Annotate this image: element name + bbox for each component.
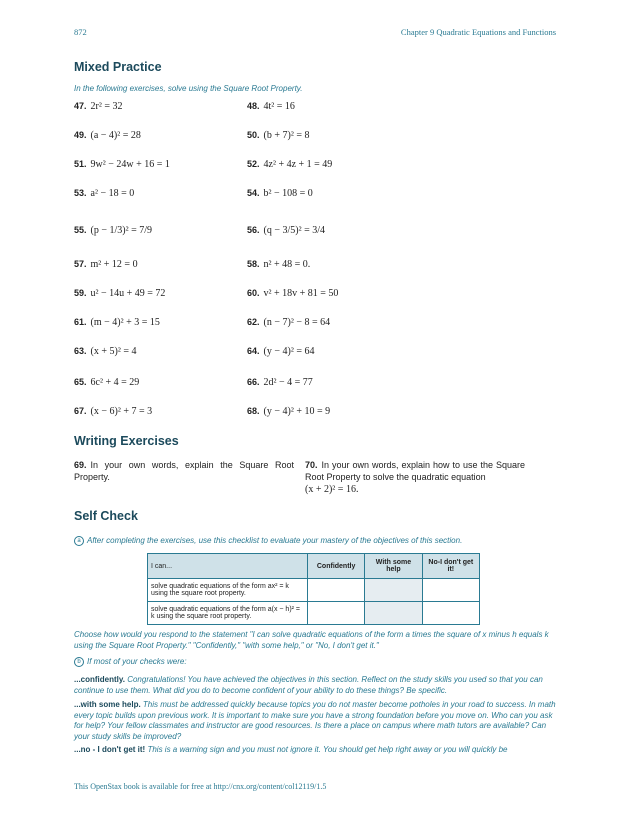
confidently-text: Congratulations! You have achieved the objectives in this section. Reflect on the study skills you used so that you can continue to use them. What did you do to become confident of your ability to do these things? Be specific. (74, 675, 543, 695)
check-no[interactable] (422, 602, 479, 625)
exercise-number: 65. (74, 377, 87, 387)
exercise-equation: (x − 6)² + 7 = 3 (90, 406, 153, 417)
exercise-number: 59. (74, 288, 87, 298)
exercise-text: In your own words, explain how to use the Square Root Property to solve the quadratic equation (305, 460, 525, 482)
marker-a: a (74, 536, 84, 546)
check-no[interactable] (422, 579, 479, 602)
exercise-70 (305, 459, 525, 496)
exercise-64 (247, 345, 314, 358)
check-confidently[interactable] (307, 579, 364, 602)
exercise-69 (74, 459, 294, 483)
exercise-66 (247, 376, 313, 389)
exercise-number: 55. (74, 225, 87, 235)
exercise-55 (74, 224, 152, 237)
exercise-equation: (b + 7)² = 8 (263, 130, 310, 141)
exercise-number: 56. (247, 225, 260, 235)
exercise-number: 57. (74, 259, 87, 269)
exercise-equation: (y − 4)² + 10 = 9 (263, 406, 331, 417)
exercise-equation: (a − 4)² = 28 (90, 130, 141, 141)
exercise-52 (247, 158, 332, 171)
exercise-number: 53. (74, 188, 87, 198)
no-text: This is a warning sign and you must not ignore it. You should get help right away or you will quickly be (147, 745, 508, 754)
marker-b: b (74, 657, 84, 667)
exercise-number: 64. (247, 346, 260, 356)
if-most-text: If most of your checks were: (87, 657, 187, 667)
exercise-number: 60. (247, 288, 260, 298)
exercise-number: 54. (247, 188, 260, 198)
exercise-equation: 2r² = 32 (90, 101, 123, 112)
exercise-number: 63. (74, 346, 87, 356)
exercise-equation: 2d² − 4 = 77 (263, 377, 313, 388)
if-most-line (74, 657, 558, 668)
col-header-confidently: Confidently (307, 554, 364, 579)
exercise-number: 51. (74, 159, 87, 169)
exercise-54 (247, 187, 313, 200)
with-help-paragraph (74, 700, 558, 742)
exercise-63 (74, 345, 136, 358)
exercise-number: 58. (247, 259, 260, 269)
exercise-equation: (m − 4)² + 3 = 15 (90, 317, 160, 328)
exercise-number: 47. (74, 101, 87, 111)
exercise-number: 50. (247, 130, 260, 140)
exercise-equation: 4z² + 4z + 1 = 49 (263, 159, 333, 170)
exercise-equation: u² − 14u + 49 = 72 (90, 288, 166, 299)
self-check-table (147, 553, 480, 625)
writing-exercises-heading: Writing Exercises (74, 434, 179, 448)
exercise-48 (247, 100, 295, 113)
table-row (148, 579, 480, 602)
with-help-text: This must be addressed quickly because topics you do not master become potholes in your road to success. In math every topic builds upon previous work. It is important to make sure you have a strong foundation before you move on. Who can you ask for help? Your fellow classmates and instructor are good resources. Is there a place on campus where math tutors are available? Can your study skills be improved? (74, 700, 556, 741)
exercise-equation: 6c² + 4 = 29 (90, 377, 140, 388)
exercise-50 (247, 129, 309, 142)
check-with-some-help[interactable] (365, 602, 422, 625)
mixed-practice-heading: Mixed Practice (74, 60, 162, 74)
exercise-57 (74, 258, 138, 271)
exercise-equation: v² + 18v + 81 = 50 (263, 288, 339, 299)
table-row (148, 602, 480, 625)
exercise-number: 69. (74, 460, 87, 470)
exercise-number: 62. (247, 317, 260, 327)
exercise-equation: n² + 48 = 0. (263, 259, 311, 270)
exercise-62 (247, 316, 330, 329)
chapter-title: Chapter 9 Quadratic Equations and Functions (400, 27, 556, 37)
exercise-number: 70. (305, 460, 318, 470)
exercise-59 (74, 287, 165, 300)
with-help-label: ...with some help. (74, 700, 141, 709)
exercise-58 (247, 258, 310, 271)
exercise-number: 52. (247, 159, 260, 169)
exercise-text: In your own words, explain the Square Root Property. (74, 460, 294, 482)
col-header-with-some-help: With some help (365, 554, 422, 579)
exercise-49 (74, 129, 141, 142)
exercise-equation: 9w² − 24w + 16 = 1 (90, 159, 170, 170)
exercise-65 (74, 376, 139, 389)
objective-cell: solve quadratic equations of the form a(x − h)² = k using the square root property. (148, 602, 308, 625)
exercise-number: 67. (74, 406, 87, 416)
col-header-i-can: I can... (148, 554, 308, 579)
exercise-47 (74, 100, 122, 113)
exercise-56 (247, 224, 325, 237)
exercise-number: 48. (247, 101, 260, 111)
no-label: ...no - I don't get it! (74, 745, 146, 754)
footer: This OpenStax book is available for free at http://cnx.org/content/col12119/1.5 (74, 782, 327, 791)
self-check-heading: Self Check (74, 509, 138, 523)
objective-cell: solve quadratic equations of the form ax² = k using the square root property. (148, 579, 308, 602)
exercise-equation: (q − 3/5)² = 3/4 (263, 225, 326, 236)
exercise-number: 66. (247, 377, 260, 387)
confidently-paragraph (74, 675, 558, 696)
check-confidently[interactable] (307, 602, 364, 625)
choose-statement: Choose how would you respond to the statement "I can solve quadratic equations of the form a times the square of x minus h equals k using the Square Root Property." "Confidently," "with some help," or "No, I don't get it." (74, 630, 549, 650)
exercise-equation: b² − 108 = 0 (263, 188, 313, 199)
mixed-practice-instruction: In the following exercises, solve using the Square Root Property. (74, 84, 303, 93)
exercise-number: 49. (74, 130, 87, 140)
self-check-intro (74, 536, 462, 546)
confidently-label: ...confidently. (74, 675, 125, 684)
page-number: 872 (74, 27, 87, 37)
exercise-number: 68. (247, 406, 260, 416)
exercise-equation: (x + 2)² = 16. (305, 484, 359, 495)
exercise-equation: (n − 7)² − 8 = 64 (263, 317, 331, 328)
exercise-equation: (p − 1/3)² = 7/9 (90, 225, 153, 236)
exercise-67 (74, 405, 152, 418)
exercise-equation: m² + 12 = 0 (90, 259, 138, 270)
exercise-61 (74, 316, 160, 329)
exercise-68 (247, 405, 330, 418)
exercise-equation: a² − 18 = 0 (90, 188, 135, 199)
exercise-53 (74, 187, 134, 200)
exercise-number: 61. (74, 317, 87, 327)
col-header-no: No-I don't get it! (422, 554, 479, 579)
intro-text: After completing the exercises, use this checklist to evaluate your mastery of the objectives of this section. (87, 536, 463, 546)
exercise-60 (247, 287, 338, 300)
exercise-equation: (x + 5)² = 4 (90, 346, 137, 357)
table-header-row (148, 554, 480, 579)
exercise-equation: 4t² = 16 (263, 101, 295, 112)
exercise-equation: (y − 4)² = 64 (263, 346, 315, 357)
no-paragraph (74, 745, 558, 756)
exercise-51 (74, 158, 170, 171)
check-with-some-help[interactable] (365, 579, 422, 602)
